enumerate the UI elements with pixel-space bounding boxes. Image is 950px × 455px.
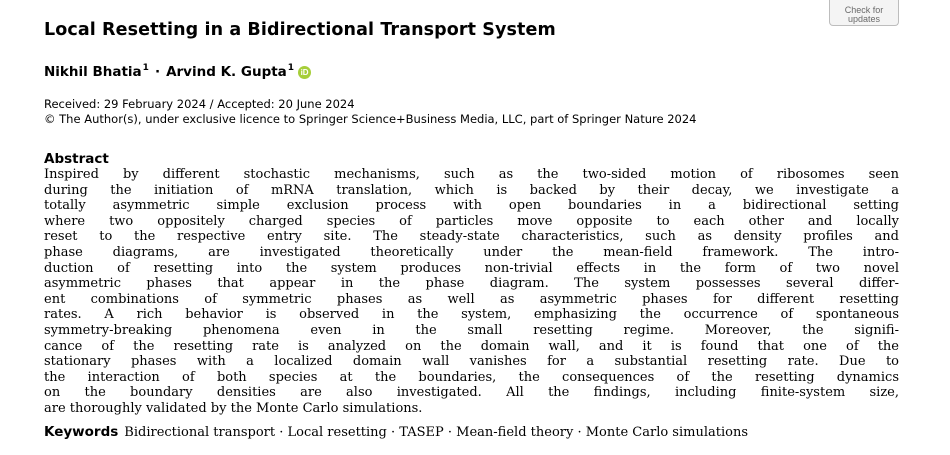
abstract-line: duction of resetting into the system produces non-trivial effects in the form of two novel	[44, 260, 899, 276]
abstract-line: the interaction of both species at the boundaries, the consequences of the resetting dynamics	[44, 369, 899, 385]
abstract-line: where two oppositely charged species of particles move opposite to each other and locally	[44, 213, 899, 229]
orcid-icon[interactable]: iD	[298, 66, 311, 79]
abstract-line: symmetry-breaking phenomena even in the small resetting regime. Moreover, the signifi-	[44, 322, 899, 338]
keywords-section	[44, 425, 904, 441]
abstract-body	[44, 167, 899, 417]
badge-line-2: updates	[847, 14, 881, 24]
abstract-line: reset to the respective entry site. The steady-state characteristics, such as density profiles and	[44, 229, 899, 245]
badge-line-1: Check for	[844, 5, 884, 15]
abstract-line: cance of the resetting rate is analyzed on the domain wall, and it is found that one of the	[44, 338, 899, 354]
publication-meta	[44, 97, 697, 127]
author-affiliation: 1	[142, 63, 149, 73]
abstract-line: ent combinations of symmetric phases as well as asymmetric phases for different resetting	[44, 291, 899, 307]
abstract-line: totally asymmetric simple exclusion process with open boundaries in a bidirectional setting	[44, 198, 899, 214]
abstract-line: Inspired by different stochastic mechanisms, such as the two-sided motion of ribosomes seen	[44, 167, 899, 182]
abstract-line: rates. A rich behavior is observed in the system, emphasizing the occurrence of spontaneous	[44, 307, 899, 323]
check-for-updates-badge[interactable]	[829, 0, 899, 26]
author-affiliation: 1	[287, 63, 295, 73]
abstract-line: on the boundary densities are also investigated. All the findings, including finite-system size,	[44, 385, 899, 401]
abstract-line: during the initiation of mRNA translation, which is backed by their decay, we investigate a	[44, 182, 899, 198]
author-name: Nikhil Bhatia	[44, 64, 142, 80]
received-accepted-dates: Received: 29 February 2024 / Accepted: 20 June 2024	[44, 97, 355, 111]
author-list	[44, 64, 311, 80]
abstract-line: are thoroughly validated by the Monte Carlo simulations.	[44, 400, 423, 416]
keywords-label: Keywords	[44, 424, 119, 440]
abstract-line: stationary phases with a localized domain wall vanishes for a substantial resetting rate. Due to	[44, 354, 899, 370]
author-name: Arvind K. Gupta	[166, 64, 287, 80]
author-separator: ·	[154, 64, 161, 80]
copyright-notice: © The Author(s), under exclusive licence to Springer Science+Business Media, LLC, part of Springer Nature 2024	[44, 112, 697, 126]
abstract-heading: Abstract	[44, 151, 109, 167]
abstract-line: phase diagrams, are investigated theoretically under the mean-field framework. The intro-	[44, 244, 899, 260]
keywords-text: Bidirectional transport · Local resetting · TASEP · Mean-field theory · Monte Carlo simulations	[124, 425, 748, 440]
paper-title: Local Resetting in a Bidirectional Transport System	[44, 20, 556, 40]
abstract-line: asymmetric phases that appear in the phase diagram. The system possesses several differ-	[44, 276, 899, 292]
